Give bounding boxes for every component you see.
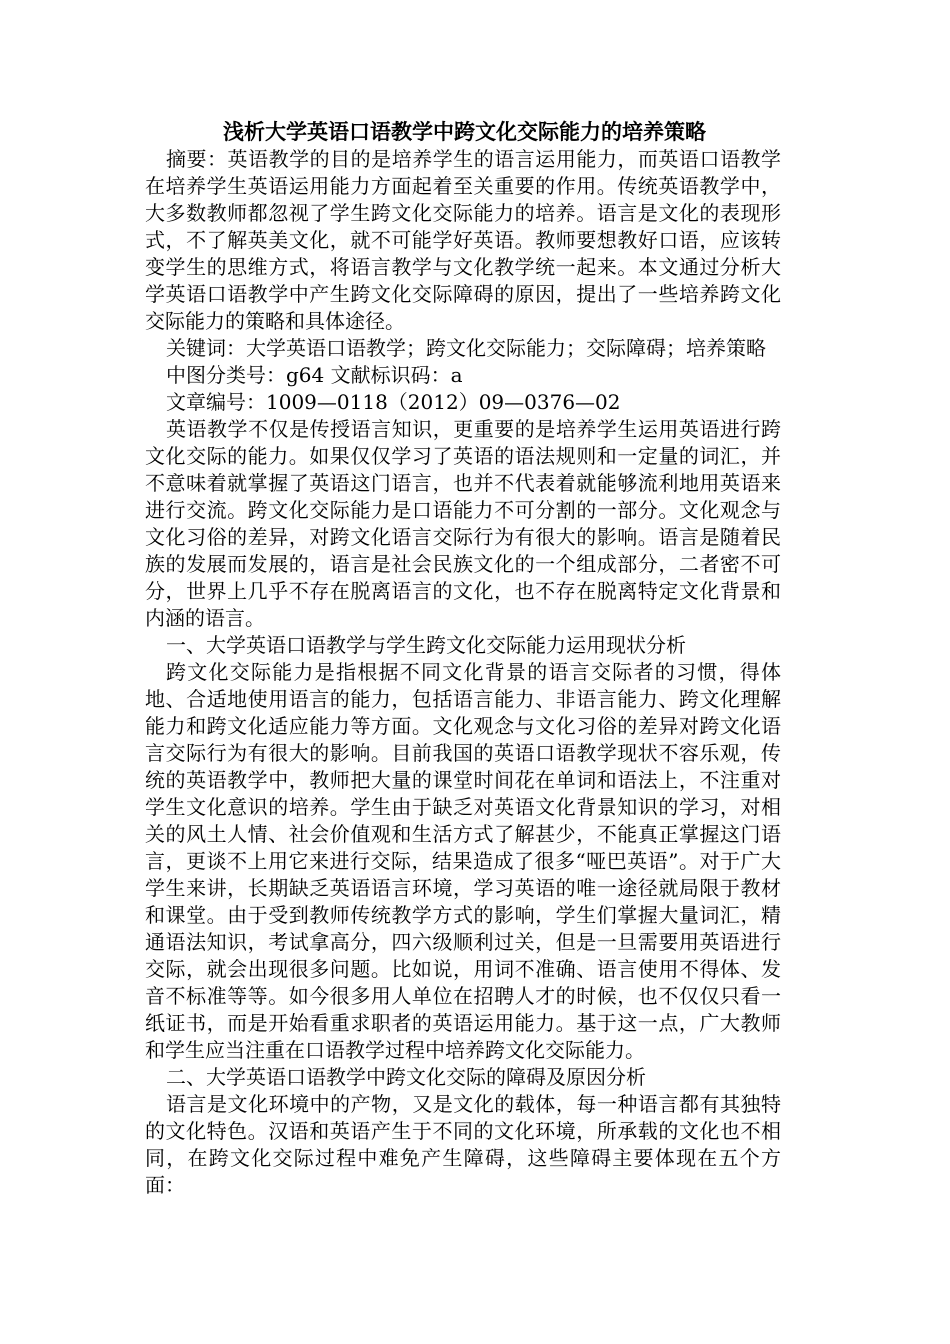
section-heading-1: 一、大学英语口语教学与学生跨文化交际能力运用现状分析: [166, 633, 686, 657]
section-2-paragraph: 语言是文化环境中的产物，又是文化的载体，每一种语言都有其独特的文化特色。汉语和英语产生于不同的文化环境，所承载的文化也不相同，在跨文化交际过程中难免产生障碍，这些障碍主要体现在五个方面：: [145, 1092, 781, 1197]
abstract-paragraph: 摘要：英语教学的目的是培养学生的语言运用能力，而英语口语教学在培养学生英语运用能力方面起着至关重要的作用。传统英语教学中，大多数教师都忽视了学生跨文化交际能力的培养。语言是文化的表现形式，不了解英美文化，就不可能学好英语。教师要想教好口语，应该转变学生的思维方式，将语言教学与文化教学统一起来。本文通过分析大学英语口语教学中产生跨文化交际障碍的原因，提出了一些培养跨文化交际能力的策略和具体途径。: [145, 147, 781, 333]
document-title: 浅析大学英语口语教学中跨文化交际能力的培养策略: [223, 119, 706, 144]
section-heading-2: 二、大学英语口语教学中跨文化交际的障碍及原因分析: [166, 1065, 646, 1089]
keywords-line: 关键词：大学英语口语教学；跨文化交际能力；交际障碍；培养策略: [166, 336, 766, 360]
intro-paragraph: 英语教学不仅是传授语言知识，更重要的是培养学生运用英语进行跨文化交际的能力。如果仅仅学习了英语的语法规则和一定量的词汇，并不意味着就掌握了英语这门语言，也并不代表着就能够流利地用英语来进行交流。跨文化交际能力是口语能力不可分割的一部分。文化观念与文化习俗的差异，对跨文化语言交际行为有很大的影响。语言是随着民族的发展而发展的，语言是社会民族文化的一个组成部分，二者密不可分，世界上几乎不存在脱离语言的文化，也不存在脱离特定文化背景和内涵的语言。: [145, 417, 781, 630]
document-page: [145, 118, 781, 1199]
classification-line: 中图分类号：g64 文献标识码：a: [166, 363, 463, 387]
section-1-paragraph: 跨文化交际能力是指根据不同文化背景的语言交际者的习惯，得体地、合适地使用语言的能力，包括语言能力、非语言能力、跨文化理解能力和跨文化适应能力等方面。文化观念与文化习俗的差异对跨文化语言交际行为有很大的影响。目前我国的英语口语教学现状不容乐观，传统的英语教学中，教师把大量的课堂时间花在单词和语法上，不注重对学生文化意识的培养。学生由于缺乏对英语文化背景知识的学习，对相关的风土人情、社会价值观和生活方式了解甚少，不能真正掌握这门语言，更谈不上用它来进行交际，结果造成了很多“哑巴英语”。对于广大学生来讲，长期缺乏英语语言环境，学习英语的唯一途径就局限于教材和课堂。由于受到教师传统教学方式的影响，学生们掌握大量词汇，精通语法知识，考试拿高分，四六级顺利过关，但是一旦需要用英语进行交际，就会出现很多问题。比如说，用词不准确、语言使用不得体、发音不标准等等。如今很多用人单位在招聘人才的时候，也不仅仅只看一纸证书，而是开始看重求职者的英语运用能力。基于这一点，广大教师和学生应当注重在口语教学过程中培养跨文化交际能力。: [145, 660, 781, 1062]
article-number-line: 文章编号：1009—0118（2012）09—0376—02: [166, 390, 621, 414]
